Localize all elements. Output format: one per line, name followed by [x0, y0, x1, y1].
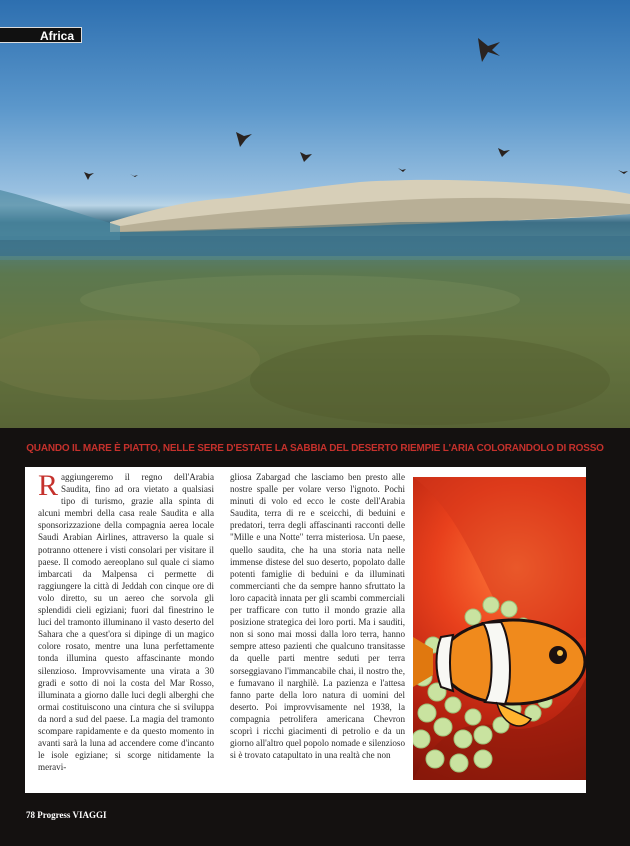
- article-body: [25, 467, 586, 793]
- article-column-1: [38, 471, 214, 773]
- article-column-2: [230, 471, 405, 761]
- section-label: Africa: [0, 27, 82, 43]
- page-footer: 78 Progress VIAGGI: [26, 810, 107, 820]
- column-2-text: gliosa Zabargad che lasciamo ben presto alle nostre spalle per volare verso l'ignoto. Pochi minuti di volo ed ecco le coste dell'Arabia Saudita, terra di re e sceicchi, di beduini e predatori, terra degli affascinanti racconti delle "Mille e una Notte" terra misteriosa. Un paese, quello saudita, che ha una storia nata nelle immense distese del suo deserto, popolato dalle potenti famiglie di beduini e da illuminati commercianti che da sempre hanno sfruttato la loro capacità innata per gli scambi commerciali per trafficare con tutto il mondo grazie alla posizione strategica dei loro porti. Ma i sauditi, non si sono mai mossi dalla loro terra, hanno sempre atteso pazienti che qualcuno transitasse da quelle parti mentre seduti per terra sorseggiavano l'immancabile chai, il nostro the, e fumavano il narghilè. La pazienza e l'attesa fanno parte della loro natura di uomini del deserto. Poi improvvisamente nel 1938, la compagnia petrolifera americana Chevron scoprì i ricchi giacimenti di petrolio e da un giorno all'altro quel popolo nomade e silenzioso si è trovato catapultato in una realtà che non: [230, 472, 405, 761]
- clownfish-photo: [413, 477, 586, 780]
- column-1-text: aggiungeremo il regno dell'Arabia Saudita, fino ad ora vietato a qualsiasi tipo di turismo, grazie alla spinta di alcuni membri della casa reale Saudita e alla sponsorizzazione della compagnia aerea locale Saudi Arabian Airlines, attraverso la quale si potranno ottenere i visti consolari per visitare il paese. Il comodo aereoplano sul quale ci siamo imbarcati da Malpensa ci permette di raggiungere la città di Jeddah con cinque ore di volo diretto, su un aereo che sorvola gli splendidi cieli egiziani; fuori dal finestrino le luci del tramonto illuminano il vasto deserto del Sahara che a quest'ora si dipinge di un magico colore rosato, mentre una luna perfettamente tonda illumina questo affascinante mondo silenzioso. Improvvisamente una virata a 30 gradi e sotto di noi la costa del Mar Rosso, illuminata a giorno dalle luci degli alberghi che ormai costituiscono una cintura che si sviluppa da nord a sud del paese. La magia del tramonto scompare rapidamente e da questo momento in avanti sarà la luna ad accendere come d'incanto le isole egiziane; si scorge nitidamente la meravi-: [38, 472, 214, 773]
- clownfish-illustration: [413, 477, 586, 780]
- drop-cap: R: [38, 469, 59, 502]
- birds: [84, 38, 628, 180]
- article-tagline: QUANDO IL MARE È PIATTO, NELLE SERE D'ESTATE LA SABBIA DEL DESERTO RIEMPIE L'ARIA COLORANDOLO DI ROSSO: [26, 443, 604, 454]
